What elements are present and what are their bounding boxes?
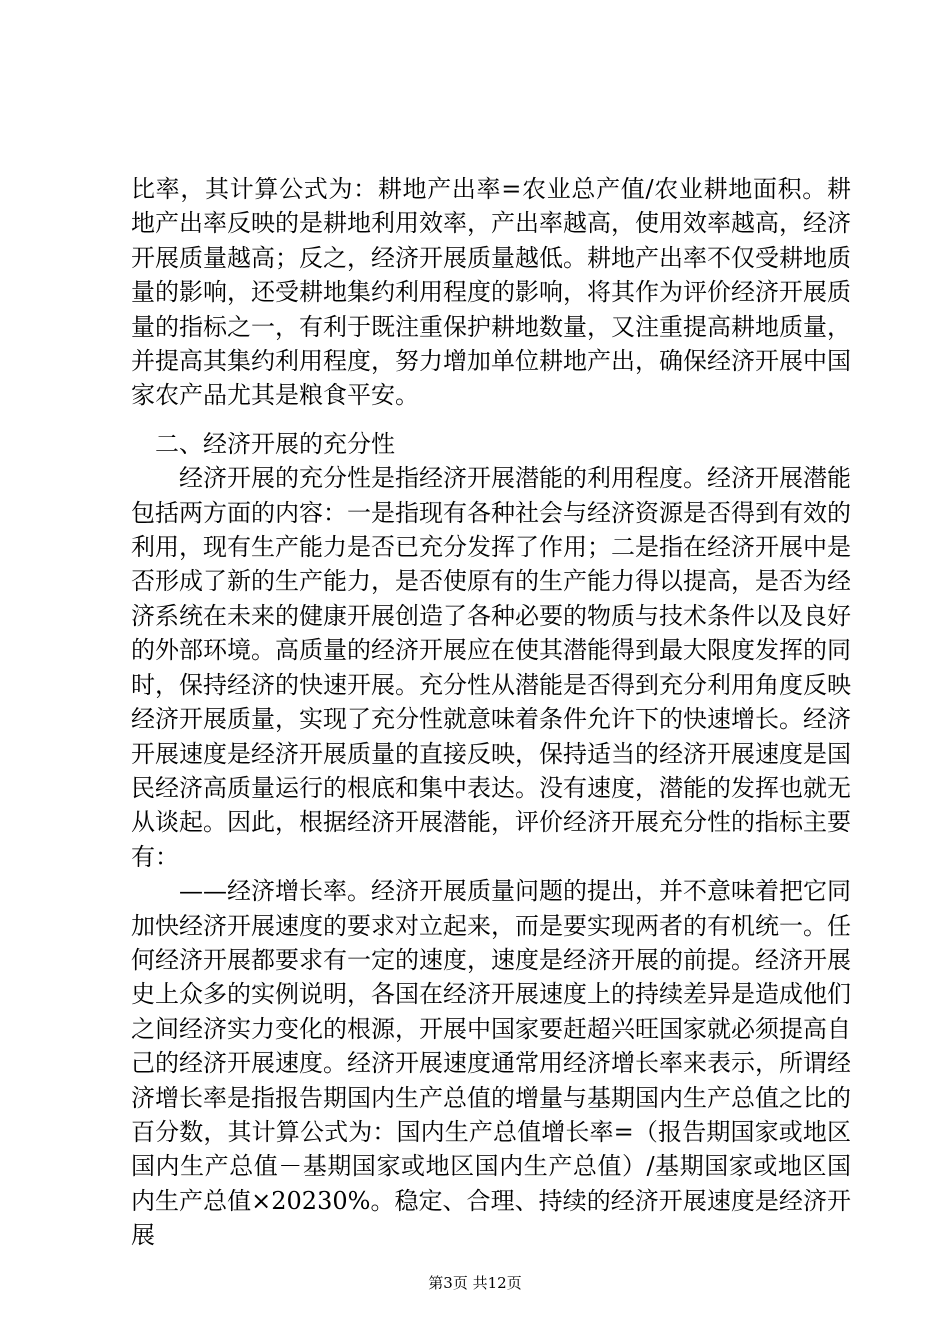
paragraph-cropland-output-rate: 比率，其计算公式为：耕地产出率=农业总产值/农业耕地面积。耕地产出率反映的是耕地利用效率，产出率越高，使用效率越高，经济开展质量越高；反之，经济开展质量越低。耕地产出率不仅受耕地质量的影响，还受耕地集约利用程度的影响，将其作为评价经济开展质量的指标之一，有利于既注重保护耕地数量，又注重提高耕地质量，并提高其集约利用程度，努力增加单位耕地产出，确保经济开展中国家农产品尤其是粮食平安。 [131,175,851,410]
document-body [131,172,851,1253]
paragraph-growth-rate: ——经济增长率。经济开展质量问题的提出，并不意味着把它同加快经济开展速度的要求对立起来，而是要实现两者的有机统一。任何经济开展都要求有一定的速度，速度是经济开展的前提。经济开展史上众多的实例说明，各国在经济开展速度上的持续差异是造成他们之间经济实力变化的根源，开展中国家要赶超兴旺国家就必须提高自己的经济开展速度。经济开展速度通常用经济增长率来表示，所谓经济增长率是指报告期国内生产总值的增量与基期国内生产总值之比的百分数，其计算公式为：国内生产总值增长率=（报告期国家或地区国内生产总值－基期国家或地区国内生产总值）/基期国家或地区国内生产总值×20230%。稳定、合理、持续的经济开展速度是经济开展 [131,877,851,1250]
page-footer: 第3页 共12页 [428,1274,522,1292]
paragraph-sufficiency: 经济开展的充分性是指经济开展潜能的利用程度。经济开展潜能包括两方面的内容：一是指现有各种社会与经济资源是否得到有效的利用，现有生产能力是否已充分发挥了作用；二是指在经济开展中是否形成了新的生产能力，是否使原有的生产能力得以提高，是否为经济系统在未来的健康开展创造了各种必要的物质与技术条件以及良好的外部环境。高质量的经济开展应在使其潜能得到最大限度发挥的同时，保持经济的快速开展。充分性从潜能是否得到充分利用角度反映经济开展质量，实现了充分性就意味着条件允许下的快速增长。经济开展速度是经济开展质量的直接反映，保持适当的经济开展速度是国民经济高质量运行的根底和集中表达。没有速度，潜能的发挥也就无从谈起。因此，根据经济开展潜能，评价经济开展充分性的指标主要有： [131,464,851,871]
section-heading-sufficiency: 二、经济开展的充分性 [155,429,395,458]
